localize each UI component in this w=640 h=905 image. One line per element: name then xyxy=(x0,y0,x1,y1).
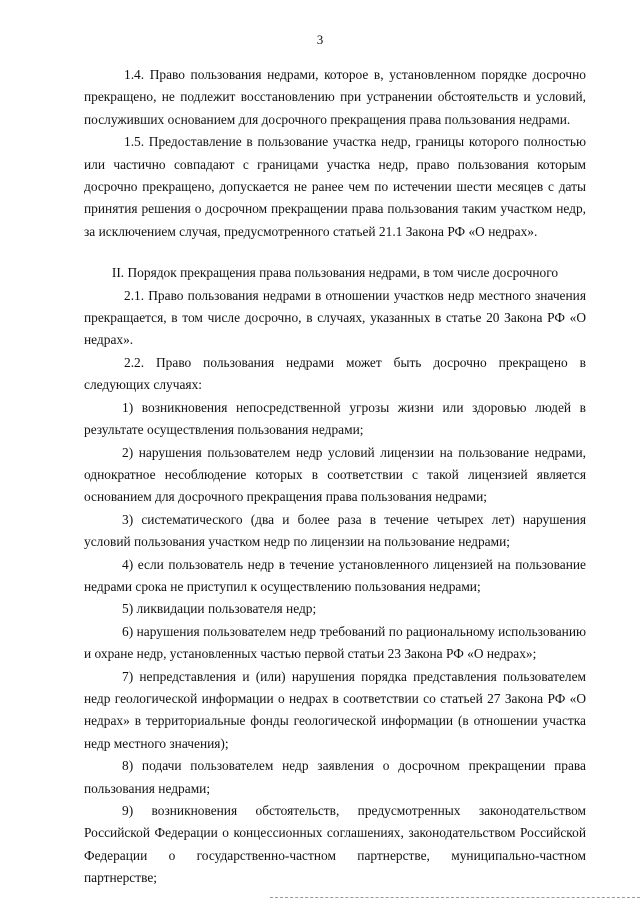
list-item-3: 3) систематического (два и более раза в течение четырех лет) нарушения условий пользования участком недр по лицензии на пользование недрами; xyxy=(84,511,586,550)
list-item-6: 6) нарушения пользователем недр требований по рациональному использованию и охране недр, установленных частью первой статьи 23 Закона РФ «О недрах»; xyxy=(84,623,586,662)
list-item-5: 5) ликвидации пользователя недр; xyxy=(122,601,317,617)
list-item-1: 1) возникновения непосредственной угрозы жизни или здоровью людей в результате осуществления пользования недрами; xyxy=(84,399,586,438)
paragraph-2-2: 2.2. Право пользования недрами может быть досрочно прекращено в следующих случаях: xyxy=(84,354,586,393)
paragraph-1-4: 1.4. Право пользования недрами, которое в, установленном порядке досрочно прекращено, не подлежит восстановлению при устранении обстоятельств и условий, послуживших основанием для досрочного прекращения права пользования недрами. xyxy=(84,67,586,127)
list-item-2: 2) нарушения пользователем недр условий лицензии на пользование недрами, однократное несоблюдение которых в соответствии с такой лицензией является основанием для досрочного прекращения права пользования недрами; xyxy=(84,444,586,505)
paragraph-2-1: 2.1. Право пользования недрами в отношении участков недр местного значения прекращается, в том числе досрочно, в случаях, указанных в статье 20 Закона РФ «О недрах». xyxy=(84,287,586,348)
list-item-9: 9) возникновения обстоятельств, предусмотренных законодательством Российской Федерации о концессионных соглашениях, законодательством Российской Федерации о государственно-частном партнерстве, муниципально-частном партнерстве; xyxy=(84,803,586,886)
scan-edge-line xyxy=(270,897,640,898)
page-number: 3 xyxy=(316,32,324,47)
document-body xyxy=(84,64,586,890)
section-heading: II. Порядок прекращения права пользования недрами, в том числе досрочного xyxy=(111,265,559,281)
list-item-8: 8) подачи пользователем недр заявления о досрочном прекращении права пользования недрами; xyxy=(84,758,586,796)
paragraph-1-5: 1.5. Предоставление в пользование участка недр, границы которого полностью или частично совпадают с границами участка недр, право пользования которым досрочно прекращено, допускается не ранее чем по истечении шести месяцев с даты принятия решения о досрочном прекращении права пользования таким участком недр, за исключением случая, предусмотренного статьей 21.1 Закона РФ «О недрах». xyxy=(84,134,586,239)
list-item-4: 4) если пользователь недр в течение установленного лицензией на пользование недрами срока не приступил к осуществлению пользования недрами; xyxy=(84,556,586,594)
list-item-7: 7) непредставления и (или) нарушения порядка представления пользователем недр геологической информации о недрах в соответствии со статьей 27 Закона РФ «О недрах» в территориальные фонды геологической информации (в отношении участка недр местного значения); xyxy=(84,668,586,751)
